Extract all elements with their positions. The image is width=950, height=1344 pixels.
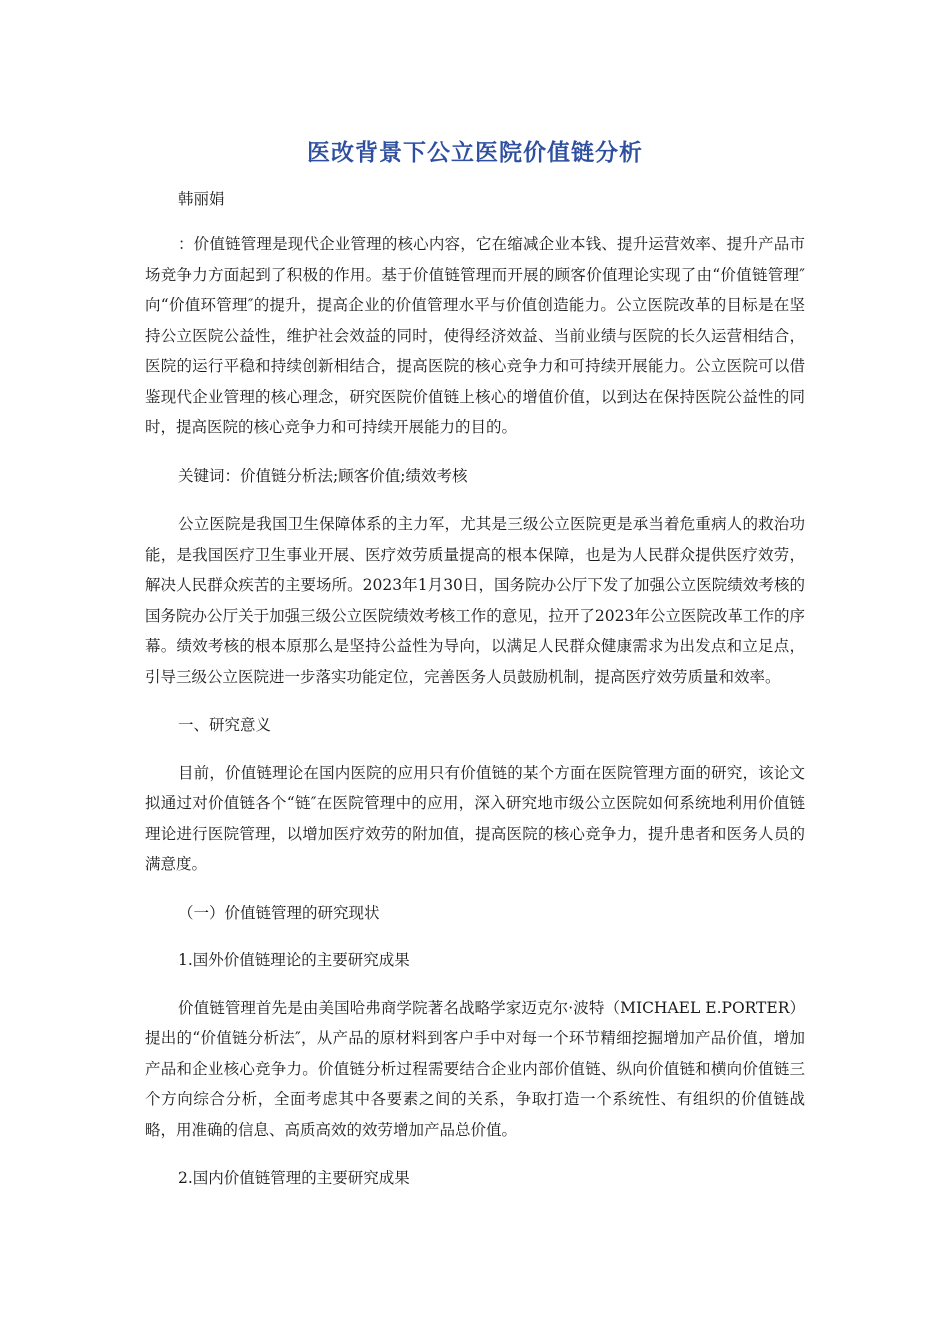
intro-paragraph: 公立医院是我国卫生保障体系的主力军，尤其是三级公立医院更是承当着危重病人的救治功能，是我国医疗卫生事业开展、医疗效劳质量提高的根本保障，也是为人民群众提供医疗效劳，解决人民群众疾苦的主要场所。2023年1月30日，国务院办公厅下发了加强公立医院绩效考核的国务院办公厅关于加强三级公立医院绩效考核工作的意见，拉开了2023年公立医院改革工作的序幕。绩效考核的根本原那么是坚持公益性为导向，以满足人民群众健康需求为出发点和立足点，引导三级公立医院进一步落实功能定位，完善医务人员鼓励机制，提高医疗效劳质量和效率。 — [145, 515, 805, 686]
body-paragraph: 目前，价值链理论在国内医院的应用只有价值链的某个方面在医院管理方面的研究，该论文拟通过对价值链各个“链″在医院管理中的应用，深入研究地市级公立医院如何系统地利用价值链理论进行医院管理，以增加医疗效劳的附加值，提高医院的核心竞争力，提升患者和医务人员的满意度。 — [145, 763, 805, 873]
keywords-line: 关键词：价值链分析法;顾客价值;绩效考核 — [178, 466, 468, 485]
body-paragraph: 价值链管理首先是由美国哈弗商学院著名战略学家迈克尔·波特（MICHAEL E.PORTER）提出的“价值链分析法″，从产品的原材料到客户手中对每一个环节精细挖掘增加产品价值，增加产品和企业核心竞争力。价值链分析过程需要结合企业内部价值链、纵向价值链和横向价值链三个方向综合分析，全面考虑其中各要素之间的关系，争取打造一个系统性、有组织的价值链战略，用准确的信息、高质高效的效劳增加产品总价值。 — [145, 998, 805, 1139]
document-body — [145, 229, 805, 1211]
abstract-paragraph: ：价值链管理是现代企业管理的核心内容，它在缩减企业本钱、提升运营效率、提升产品市场竞争力方面起到了积极的作用。基于价值链管理而开展的顾客价值理论实现了由“价值链管理″向“价值环管理″的提升，提高企业的价值管理水平与价值创造能力。公立医院改革的目标是在坚持公立医院公益性，维护社会效益的同时，使得经济效益、当前业绩与医院的长久运营相结合，医院的运行平稳和持续创新相结合，提高医院的核心竞争力和可持续开展能力。公立医院可以借鉴现代企业管理的核心理念，研究医院价值链上核心的增值价值，以到达在保持医院公益性的同时，提高医院的核心竞争力和可持续开展能力的目的。 — [145, 235, 805, 436]
subsubsection-heading: 2.国内价值链管理的主要研究成果 — [178, 1169, 410, 1187]
section-heading: 一、研究意义 — [178, 716, 272, 734]
author-name: 韩丽娟 — [178, 190, 225, 208]
subsubsection-heading: 1.国外价值链理论的主要研究成果 — [178, 951, 410, 969]
subsection-heading: （一）价值链管理的研究现状 — [178, 903, 380, 922]
document-title: 医改背景下公立医院价值链分析 — [307, 140, 643, 166]
